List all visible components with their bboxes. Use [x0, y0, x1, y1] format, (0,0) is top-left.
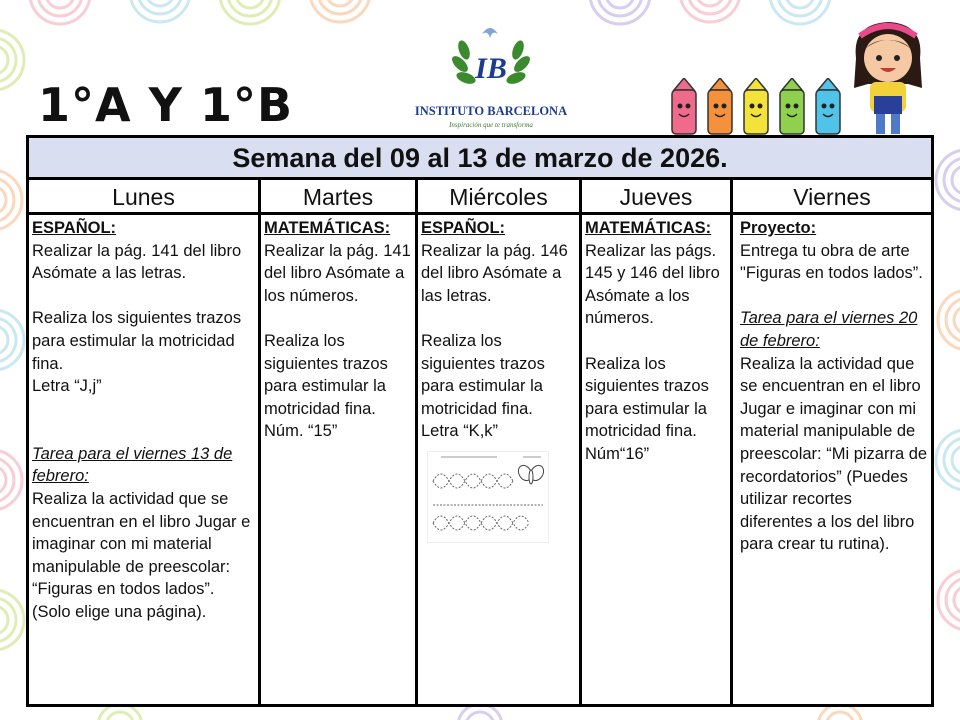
trace-text: Realiza los siguientes trazos para estimular la motricidad fina. Núm“16”	[585, 354, 709, 463]
day-header-martes: Martes	[261, 180, 415, 215]
homework-text: Realiza la actividad que se encuentran en el libro Jugar e imaginar con mi material manipulable de preescolar: “Figuras en todos lados”. (Solo elige una página).	[32, 489, 251, 621]
week-banner: Semana del 09 al 13 de marzo de 2026.	[29, 138, 931, 180]
svg-text:IB: IB	[475, 52, 507, 85]
day-column-jueves	[582, 215, 730, 704]
tracing-worksheet-image	[427, 451, 549, 543]
school-name: INSTITUTO BARCELONA	[414, 104, 568, 118]
subject-label: Proyecto:	[740, 219, 817, 237]
task-text: Realizar la pág. 141 del libro Asómate a los números.	[264, 241, 411, 305]
day-column-martes	[261, 215, 415, 704]
crayon-blue-icon	[816, 78, 840, 134]
trace-text: Realiza los siguientes trazos para estimular la motricidad fina.	[32, 309, 242, 373]
group-title: 1°A Y 1°B	[38, 78, 294, 132]
trace-text: Realiza los siguientes trazos para estimular la motricidad fina. Núm. “15”	[264, 331, 388, 441]
trace-note: Letra “K,k”	[421, 422, 499, 441]
day-header-lunes: Lunes	[29, 180, 258, 215]
trace-text: Realiza los siguientes trazos para estimular la motricidad fina.	[421, 331, 545, 418]
homework-title: Tarea para el viernes 20 de febrero:	[740, 309, 918, 350]
subject-label: MATEMÁTICAS:	[264, 219, 391, 237]
day-header-viernes: Viernes	[733, 180, 931, 215]
crayon-pink-icon	[672, 78, 696, 134]
task-text: Realizar la pág. 146 del libro Asómate a las letras.	[421, 241, 568, 305]
subject-label: ESPAÑOL:	[32, 219, 117, 237]
girl-illustration	[842, 18, 934, 136]
subject-label: MATEMÁTICAS:	[585, 219, 712, 237]
day-column-viernes	[733, 215, 931, 704]
task-text: Realizar la pág. 141 del libro Asómate a las letras.	[32, 241, 242, 283]
laurel-emblem-icon	[446, 20, 536, 100]
crayon-yellow-icon	[744, 78, 768, 134]
crayons-illustration	[668, 78, 848, 136]
task-text: Realizar las págs. 145 y 146 del libro Asómate a los números.	[585, 241, 720, 328]
school-slogan: Inspiración que te transforma	[449, 121, 533, 129]
day-header-jueves: Jueves	[582, 180, 730, 215]
crayon-orange-icon	[708, 78, 732, 134]
day-column-lunes	[29, 215, 258, 704]
school-logo	[400, 20, 582, 130]
task-text: Entrega tu obra de arte "Figuras en todos lados”.	[740, 241, 923, 283]
day-column-miercoles	[418, 215, 579, 704]
schedule-table	[26, 135, 934, 707]
crayon-green-icon	[780, 78, 804, 134]
day-header-miercoles: Miércoles	[418, 180, 579, 215]
homework-title: Tarea para el viernes 13 de febrero:	[32, 444, 233, 486]
trace-note: Letra “J,j”	[32, 377, 102, 396]
subject-label: ESPAÑOL:	[421, 219, 506, 237]
homework-text: Realiza la actividad que se encuentran en el libro Jugar e imaginar con mi material manipulable de preescolar: “Mi pizarra de recordatorios” (Puedes utilizar recortes diferentes a los del libro para crear tu rutina).	[740, 354, 928, 554]
